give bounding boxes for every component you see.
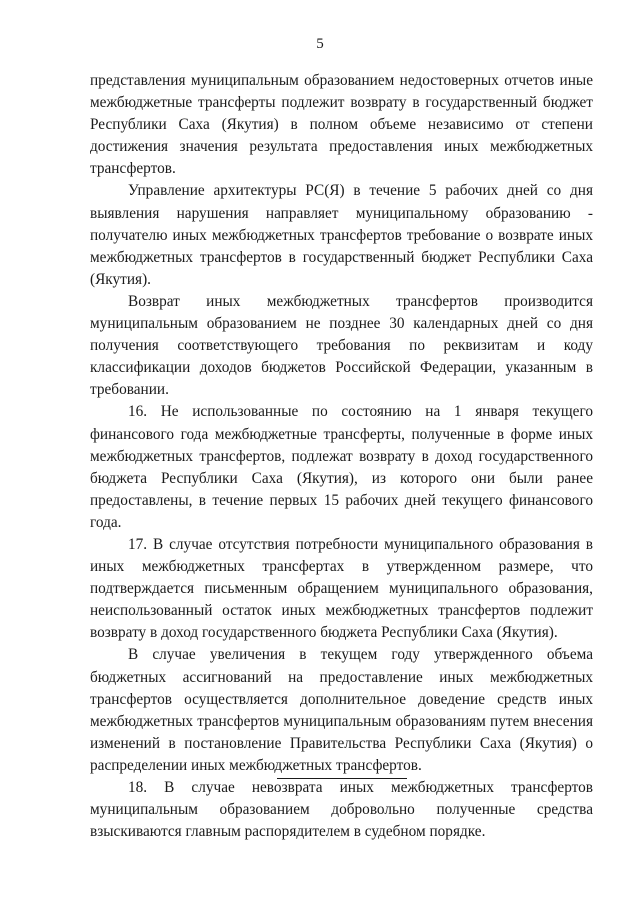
end-separator-line [277,778,407,779]
paragraph-continuation: представления муниципальным образованием недостоверных отчетов иные межбюджетные трансферты подлежит возврату в государственный бюджет Республики Саха (Якутия) в полном объеме независимо от степени достижения значения результата предоставления иных межбюджетных трансфертов. [90,72,593,178]
paragraph-item-17: 17. В случае отсутствия потребности муниципального образования в иных межбюджетных трансфертах в утвержденном размере, что подтверждается письменным обращением муниципального образования, неиспользованный остаток иных межбюджетных трансфертов подлежит возврату в доход государственного бюджета Республики Саха (Якутия). [90,535,593,642]
paragraph-item-18: 18. В случае невозврата иных межбюджетных трансфертов муниципальным образованием добровольно полученные средства взыскиваются главным распорядителем в судебном порядке. [90,779,593,841]
paragraph-return-deadline: Возврат иных межбюджетных трансфертов производится муниципальным образованием не позднее 30 календарных дней со дня получения соответствующего требования по реквизитам и коду классификации доходов бюджетов Российской Федерации, указанным в требовании. [90,292,593,399]
page-number: 5 [316,36,324,52]
paragraph-return-demand: Управление архитектуры РС(Я) в течение 5 рабочих дней со дня выявления нарушения направляет муниципальному образованию - получателю иных межбюджетных трансфертов требование о возврате иных межбюджетных трансфертов в государственный бюджет Республики Саха (Якутия). [90,182,593,288]
document-body [90,70,593,843]
paragraph-item-16: 16. Не использованные по состоянию на 1 января текущего финансового года межбюджетные трансферты, полученные в форме иных межбюджетных трансфертов, подлежат возврату в доход государственного бюджета Республики Саха (Якутия), из которого они были ранее предоставлены, в течение первых 15 рабочих дней текущего финансового года. [90,403,593,531]
paragraph-budget-increase: В случае увеличения в текущем году утвержденного объема бюджетных ассигнований на предоставление иных межбюджетных трансфертов осуществляется дополнительное доведение средств иных межбюджетных трансфертов муниципальным образованиям путем внесения изменений в постановление Правительства Республики Саха (Якутия) о распределении иных межбюджетных трансфертов. [90,646,593,774]
